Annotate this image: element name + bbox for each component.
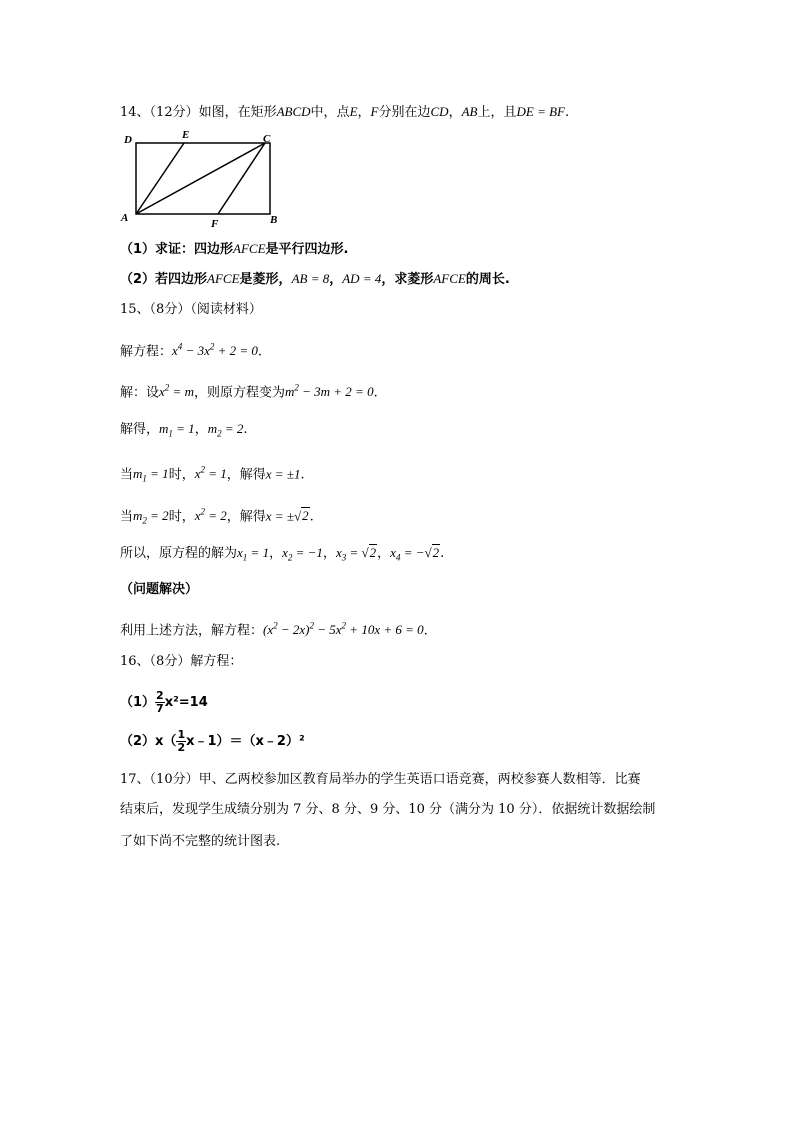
label-f: F <box>211 218 219 228</box>
q16-head: 16、（8分）解方程： <box>120 654 243 669</box>
q15-problem: 利用上述方法，解方程：$(x^2 - 2x)^2 - 5x^2 + 10x + 6 = 0$. <box>120 621 428 639</box>
q15-equation: 解方程：$x^4 - 3x^2 + 2 = 0$. <box>120 342 263 360</box>
label-a: A <box>121 212 129 224</box>
q16-part1: （1） $\frac{2}{7}$ x²=14 <box>120 689 208 715</box>
label-b: B <box>270 214 278 226</box>
label-c: C <box>263 133 271 145</box>
q14-figure <box>118 126 288 228</box>
label-e: E <box>182 129 190 141</box>
q15-case1: 当$m_1 = 1$时，$x^2 = 1$，解得x = ±1. <box>120 465 305 484</box>
segment-ae <box>136 143 184 214</box>
q14-part1: （1）求证：四边形AFCE是平行四边形. <box>120 241 349 257</box>
q15-solutions: 所以，原方程的解为$x_1 = 1$，$x_2 = -1$，$x_3 = √2$，$x_4 = -√2$. <box>120 545 445 563</box>
diagonal-ac <box>136 143 265 214</box>
label-d: D <box>124 134 132 146</box>
q15-problem-head: （问题解决） <box>120 582 199 597</box>
q17-line2: 结束后，发现学生成绩分别为 7 分、8 分、9 分、10 分（满分为 10 分）．依据统计数据绘制 <box>120 802 656 817</box>
q17-line1: 17、（10分）甲、乙两校参加区教育局举办的学生英语口语竞赛，两校参赛人数相等．比赛 <box>120 772 641 787</box>
q17-line3: 了如下尚不完整的统计图表. <box>120 834 281 849</box>
q14-stem: 14、（12分）如图，在矩形ABCD中，点E，F分别在边CD，AB上，且DE = BF. <box>120 104 570 120</box>
q14-part2: （2）若四边形AFCE是菱形，AB = 8，AD = 4，求菱形AFCE的周长. <box>120 271 510 287</box>
segment-fc <box>218 143 265 214</box>
fraction-2-7: $\frac{2}{7}$ <box>156 689 164 715</box>
q15-substitution: 解：设$x^2 = m$，则原方程变为$m^2 - 3m + 2 = 0$. <box>120 383 378 401</box>
fraction-1-2: $\frac{1}{2}$ <box>177 728 186 754</box>
q15-case2: 当$m_2 = 2$时，$x^2 = 2$，解得x = ±√2. <box>120 507 314 526</box>
q16-part2: （2）x（ $\frac{1}{2}$ x﹣1）＝（x﹣2）² <box>120 728 305 754</box>
q15-head: 15、（8分）（阅读材料） <box>120 302 262 317</box>
q15-roots: 解得，$m_1 = 1$，$m_2 = 2$. <box>120 421 248 439</box>
